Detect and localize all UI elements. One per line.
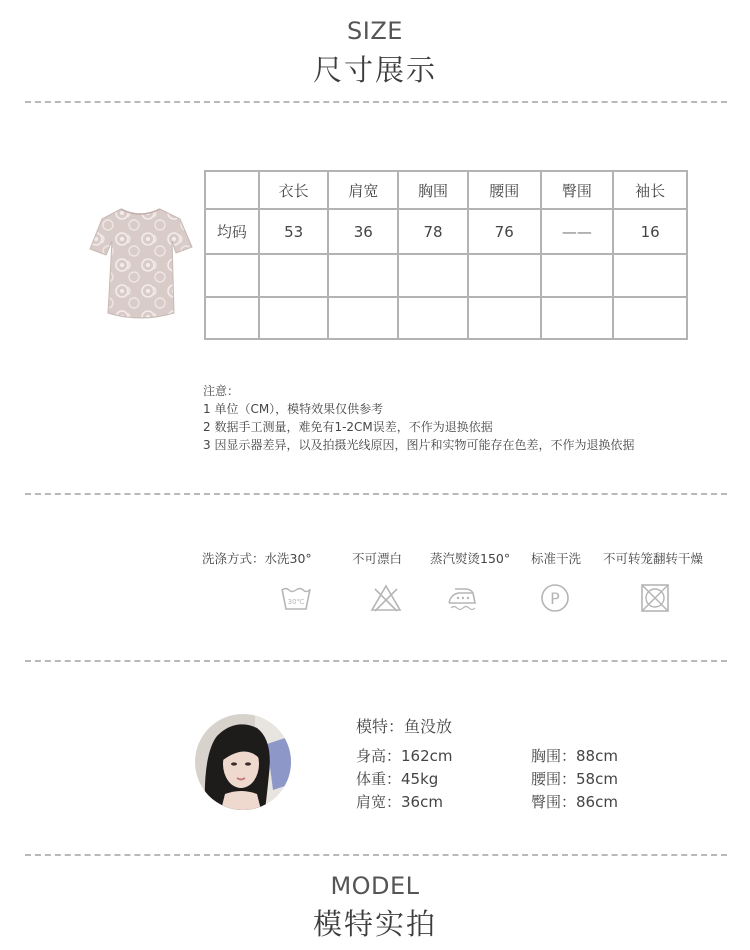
table-cell xyxy=(398,297,468,339)
no-bleach-icon xyxy=(369,581,403,615)
table-cell: 78 xyxy=(398,209,468,254)
note-item: 2 数据手工测量，难免有1-2CM误差，不作为退换依据 xyxy=(203,420,493,434)
table-header-cell xyxy=(205,171,259,209)
steam-iron-icon xyxy=(445,581,479,615)
care-label-steam-iron: 蒸汽熨烫150° xyxy=(430,551,511,566)
table-row xyxy=(205,254,687,297)
wash-30-icon xyxy=(279,581,313,615)
care-label-no-bleach: 不可漂白 xyxy=(352,551,403,566)
model-height: 身高：162cm xyxy=(356,747,453,765)
table-cell: 53 xyxy=(259,209,329,254)
model-avatar xyxy=(195,714,291,810)
table-header-cell: 肩宽 xyxy=(328,171,398,209)
size-title-en: SIZE xyxy=(347,17,403,45)
model-name: 模特：鱼没放 xyxy=(356,717,453,736)
table-cell: —— xyxy=(541,209,614,254)
table-cell: 36 xyxy=(328,209,398,254)
table-cell xyxy=(398,254,468,297)
model-hip: 臀围：86cm xyxy=(531,793,618,811)
table-cell xyxy=(613,297,687,339)
table-cell xyxy=(541,297,614,339)
table-header-cell: 胸围 xyxy=(398,171,468,209)
table-cell xyxy=(328,254,398,297)
divider xyxy=(25,101,727,103)
divider xyxy=(25,493,727,495)
table-cell xyxy=(205,297,259,339)
divider xyxy=(25,854,727,856)
dry-clean-letter: P xyxy=(550,589,560,608)
divider xyxy=(25,660,727,662)
care-label-no-tumble-dry: 不可转笼翻转干燥 xyxy=(603,551,704,566)
table-cell xyxy=(468,254,541,297)
table-cell: 76 xyxy=(468,209,541,254)
model-waist: 腰围：58cm xyxy=(531,770,618,788)
table-cell: 均码 xyxy=(205,209,259,254)
notes-title: 注意： xyxy=(203,384,240,398)
wash-temp-text: 30℃ xyxy=(287,598,305,606)
size-title-cn: 尺寸展示 xyxy=(312,53,437,87)
table-header-cell: 腰围 xyxy=(468,171,541,209)
model-weight: 体重：45kg xyxy=(356,770,439,788)
care-label-dry-clean: 标准干洗 xyxy=(531,551,582,566)
table-cell xyxy=(205,254,259,297)
table-cell: 16 xyxy=(613,209,687,254)
model-bust: 胸围：88cm xyxy=(531,747,618,765)
care-label-wash: 洗涤方式：水洗30° xyxy=(202,551,312,566)
table-header-cell: 衣长 xyxy=(259,171,329,209)
table-header-cell: 臀围 xyxy=(541,171,614,209)
note-item: 1 单位（CM），模特效果仅供参考 xyxy=(203,402,384,416)
no-tumble-dry-icon xyxy=(638,581,672,615)
product-thumbnail-tshirt xyxy=(88,205,193,323)
model-shoulder: 肩宽：36cm xyxy=(356,793,443,811)
dry-clean-p-icon xyxy=(538,581,572,615)
notes-block xyxy=(203,382,634,454)
note-item: 3 因显示器差异，以及拍摄光线原因，图片和实物可能存在色差，不作为退换依据 xyxy=(203,438,635,452)
model-title-cn: 模特实拍 xyxy=(312,907,437,941)
table-cell xyxy=(613,254,687,297)
table-header-row xyxy=(205,171,687,209)
table-row xyxy=(205,297,687,339)
table-cell xyxy=(259,254,329,297)
table-cell xyxy=(541,254,614,297)
table-header-cell: 袖长 xyxy=(613,171,687,209)
table-cell xyxy=(259,297,329,339)
table-row xyxy=(205,209,687,254)
size-table xyxy=(204,170,688,340)
table-cell xyxy=(468,297,541,339)
table-cell xyxy=(328,297,398,339)
model-title-en: MODEL xyxy=(330,872,420,900)
